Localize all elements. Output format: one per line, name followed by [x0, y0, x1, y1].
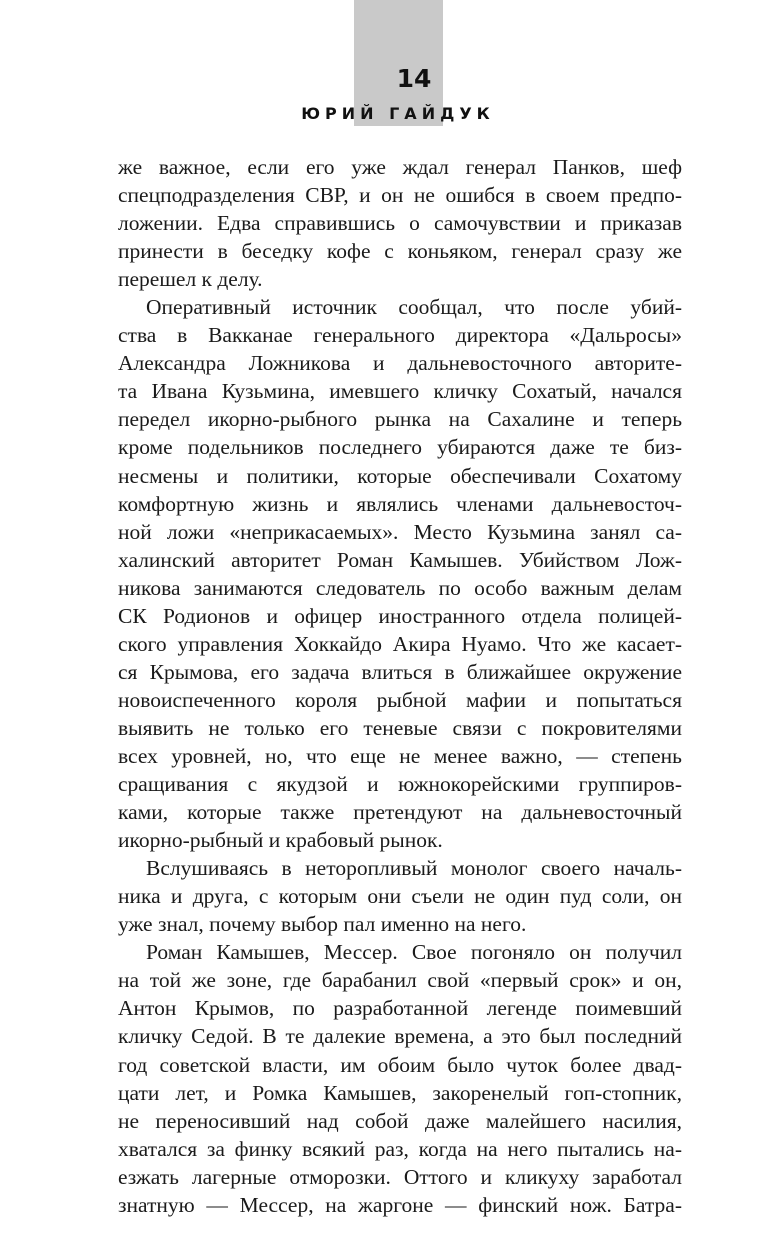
- running-header-author: ЮРИЙ ГАЙДУК: [301, 104, 495, 123]
- text-line: халинский авторитет Роман Камышев. Убийством Лож-: [118, 547, 682, 572]
- text-line: ника и друга, с которым они съели не один пуд соли, он: [118, 884, 682, 909]
- text-line: Александра Ложникова и дальневосточного авторите-: [118, 351, 682, 376]
- text-line: же важное, если его уже ждал генерал Панков, шеф: [118, 155, 682, 179]
- text-line: Вслушиваясь в неторопливый монолог своего началь-: [146, 856, 682, 881]
- text-line: кличку Седой. В те далекие времена, а это был последний: [118, 1024, 682, 1049]
- text-line: ского управления Хоккайдо Акира Нуамо. Что же касает-: [118, 631, 682, 656]
- text-line: спецподразделения СВР, и он не ошибся в своем предпо-: [118, 183, 682, 208]
- text-line: ками, которые также претендуют на дальневосточный: [118, 800, 682, 825]
- text-line: уже знал, почему выбор пал именно на него.: [118, 912, 527, 937]
- text-line: ства в Вакканае генерального директора «Дальросы»: [118, 323, 682, 348]
- text-line: икорно-рыбный и крабовый рынок.: [118, 828, 443, 853]
- text-line: на той же зоне, где барабанил свой «первый срок» и он,: [118, 968, 682, 993]
- text-line: сращивания с якудзой и южнокорейскими группиров-: [118, 772, 682, 797]
- text-line: Оперативный источник сообщал, что после убий-: [146, 295, 682, 320]
- text-line: цати лет, и Ромка Камышев, закоренелый гоп-стопник,: [118, 1080, 682, 1105]
- text-line: СК Родионов и офицер иностранного отдела полицей-: [118, 603, 682, 628]
- text-line: ной ложи «неприкасаемых». Место Кузьмина занял са-: [118, 519, 682, 544]
- text-line: та Ивана Кузьмина, имевшего кличку Сохатый, начался: [118, 379, 682, 404]
- text-line: ложении. Едва справившись о самочувствии и приказав: [118, 211, 682, 236]
- text-line: Антон Крымов, по разработанной легенде поимевший: [118, 996, 682, 1021]
- text-line: не переносивший над собой даже малейшего насилия,: [118, 1108, 682, 1133]
- text-line: несмены и политики, которые обеспечивали Сохатому: [118, 463, 682, 488]
- text-line: знатную — Мессер, на жаргоне — финский нож. Батра-: [118, 1192, 682, 1217]
- text-line: передел икорно-рыбного рынка на Сахалине и теперь: [118, 407, 682, 432]
- text-line: новоиспеченного короля рыбной мафии и попытаться: [118, 687, 682, 712]
- text-line: никова занимаются следователь по особо важным делам: [118, 575, 682, 600]
- text-line: кроме подельников последнего убираются даже те биз-: [118, 435, 682, 460]
- text-line: ся Крымова, его задача влиться в ближайшее окружение: [118, 659, 682, 684]
- text-line: принести в беседку кофе с коньяком, генерал сразу же: [118, 239, 682, 264]
- text-line: выявить не только его теневые связи с покровителями: [118, 715, 682, 740]
- body-text: [118, 153, 682, 1219]
- text-line: комфортную жизнь и являлись членами дальневосточ-: [118, 491, 682, 516]
- text-line: перешел к делу.: [118, 267, 263, 292]
- text-line: год советской власти, им обоим было чуток более двад-: [118, 1052, 682, 1077]
- text-line: езжать лагерные отморозки. Оттого и кликуху заработал: [118, 1164, 682, 1189]
- text-line: всех уровней, но, что еще не менее важно, — степень: [118, 743, 682, 768]
- text-line: хватался за финку всякий раз, когда на него пытались на-: [118, 1136, 682, 1161]
- page-number: 14: [396, 64, 432, 93]
- text-line: Роман Камышев, Мессер. Свое погоняло он получил: [146, 940, 682, 965]
